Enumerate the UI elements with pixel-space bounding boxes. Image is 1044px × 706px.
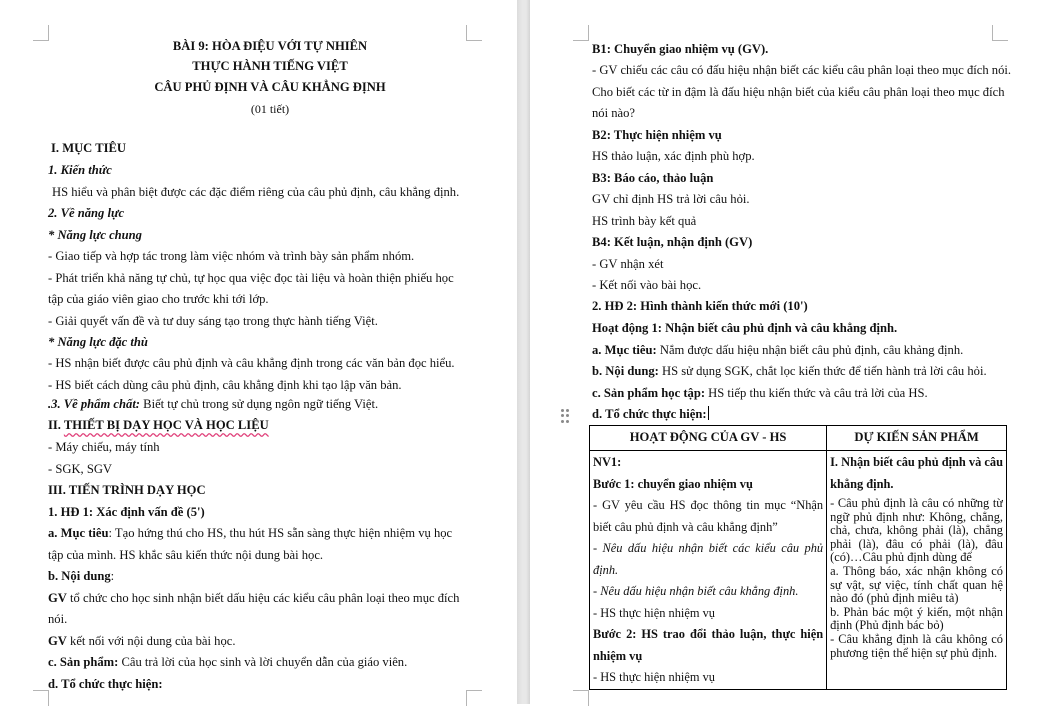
paragraph: nói nào? [592,106,636,120]
paragraph: - GV yêu cầu HS đọc thông tin mục “Nhận biết câu phủ định và câu khẳng định” [593,498,824,534]
page-gutter [517,0,530,704]
step-heading: B3: Báo cáo, thảo luận [592,171,714,185]
paragraph: - HS thực hiện nhiệm vụ [593,670,716,684]
table-cell-activities[interactable] [590,451,827,690]
lesson-topic: CÂU PHỦ ĐỊNH VÀ CÂU KHẲNG ĐỊNH [154,80,386,94]
label: c. Sản phẩm học tập: [592,386,706,400]
paragraph: GV chỉ định HS trả lời câu hỏi. [592,192,750,206]
label: GV [48,591,67,605]
text: HS tiếp thu kiến thức và câu trả lời của HS. [705,386,928,400]
lesson-duration: (01 tiết) [250,102,290,116]
label: c. Sản phẩm: [48,655,119,669]
section-number: II. [48,418,64,432]
paragraph: a. Thông báo, xác nhận không có sự vật, sự việc, tính chất quan hệ nào đó (phủ định miêu tả) [830,563,1003,606]
quality-label: .3. Về phẩm chất: [48,397,141,411]
subsection-heading: 1. Kiến thức [48,163,112,177]
question: - Nêu dấu hiệu nhận biết câu khẳng định. [593,584,799,598]
subsection-heading: 1. HĐ 1: Xác định vấn đề (5') [48,505,205,519]
label: b. Nội dung: [592,364,659,378]
lesson-subtitle: THỰC HÀNH TIẾNG VIỆT [192,59,348,73]
label: GV [48,634,67,648]
paragraph [48,396,378,412]
margin-corner-mark [992,25,1008,41]
list-item: - Giải quyết vấn đề và tư duy sáng tạo trong thực hành tiếng Việt. [48,314,378,328]
paragraph: HS hiểu và phân biệt được các đặc điểm riêng của câu phủ định, câu khẳng định. [52,185,460,199]
paragraph: tập của mình. HS khắc sâu kiến thức nội dung bài học. [48,548,324,562]
paragraph: HS trình bày kết quả [592,214,697,228]
list-item: - SGK, SGV [48,462,113,476]
table-header-row [590,426,1007,451]
document-page-left[interactable] [0,0,517,704]
table-cell-products[interactable] [827,451,1007,690]
paragraph: - Kết nối vào bài học. [592,278,702,292]
step-heading: B4: Kết luận, nhận định (GV) [592,235,753,249]
paragraph: d. Tổ chức thực hiện: [48,677,163,691]
text: HS sử dụng SGK, chắt lọc kiến thức để tiến hành trả lời câu hỏi. [658,364,987,378]
text: : Tạo hứng thú cho HS, thu hút HS sẵn sàng thực hiện nhiệm vụ học [108,526,453,540]
paragraph: Cho biết các từ in đậm là đấu hiệu nhận biết của kiểu câu phân loại theo mục đích [592,85,1005,99]
list-item: tập của giáo viên giao cho trước khi tới lớp. [48,292,269,306]
list-item: - HS biết cách dùng câu phủ định, câu khẳng định khi tạo lập văn bản. [48,378,402,392]
table-move-handle-icon[interactable] [561,409,569,423]
product-heading: I. Nhận biết câu phủ định và câu khẳng định. [830,455,1003,491]
paragraph [48,525,452,541]
question: - Nêu dấu hiệu nhận biết các kiểu câu phủ định. [593,541,824,577]
paragraph [48,590,459,606]
list-item: - HS nhận biết được câu phủ định và câu khẳng định trong các văn bản đọc hiểu. [48,356,455,370]
paragraph [592,342,963,358]
paragraph [592,363,987,379]
paragraph: HS thảo luận, xác định phù hợp. [592,149,755,163]
paragraph: nói. [48,612,68,626]
paragraph: - GV chiếu các câu có đấu hiệu nhận biết các kiểu câu phân loại theo mục đích nói. [592,63,1012,77]
task-label: NV1: [593,455,622,469]
paragraph [48,633,236,649]
paragraph[interactable] [592,406,709,422]
table-row [590,451,1007,690]
table-header-cell[interactable]: DỰ KIẾN SẢN PHẨM [827,426,1007,451]
table-header-cell[interactable]: HOẠT ĐỘNG CỦA GV - HS [590,426,827,451]
subsection-heading: Hoạt động 1: Nhận biết câu phủ định và câu khẳng định. [592,321,898,335]
paragraph: - HS thực hiện nhiệm vụ [593,605,716,620]
text: Nắm được dấu hiệu nhận biết câu phủ định, câu khảng định. [656,343,964,357]
label: a. Mục tiêu [48,526,109,540]
paragraph [48,568,114,584]
paragraph: b. Phản bác một ý kiến, một nhận định (Phủ định bác bỏ) [830,604,1003,633]
org-label: d. Tổ chức thực hiện: [592,407,707,421]
list-item: - Máy chiếu, máy tính [48,440,160,454]
lesson-title: BÀI 9: HÒA ĐIỆU VỚI TỰ NHIÊN [172,39,368,53]
spellcheck-flagged-text[interactable]: THIẾT BỊ DẠY HỌC VÀ HỌC LIỆU [63,418,269,432]
paragraph: - Câu khẳng định là câu không có phương tiện thể hiện sự phủ định. [830,631,1003,660]
subsection-heading: 2. HĐ 2: Hình thành kiến thức mới (10') [592,299,808,313]
quality-text: Biết tự chủ trong sử dụng ngôn ngữ tiếng Việt. [140,397,379,411]
text-cursor [708,406,710,420]
subsection-heading: 2. Về năng lực [48,206,125,220]
subsection-heading: * Năng lực đặc thù [48,335,148,349]
text: tổ chức cho học sinh nhận biết dấu hiệu các kiểu câu phân loại theo mục đích [66,591,460,605]
subsection-heading: * Năng lực chung [48,228,142,242]
step-heading: Bước 1: chuyển giao nhiệm vụ [593,476,753,491]
section-heading [48,417,269,433]
paragraph [48,654,407,670]
paragraph: - Câu phủ định là câu có những từ ngữ phủ định như: Không, chẳng, chả, chưa, không phải (là), chẳng phải (là), đâu có phải (là), đâu (có)…Câu phủ định dùng để [830,496,1003,565]
step-heading: Bước 2: HS trao đổi thảo luận, thực hiện nhiệm vụ [593,627,824,663]
paragraph: - GV nhận xét [592,257,664,271]
lesson-plan-table[interactable] [589,425,1007,690]
section-heading: III. TIẾN TRÌNH DẠY HỌC [48,483,206,497]
text: : [110,569,115,583]
label: b. Nội dung [48,569,111,583]
label: a. Mục tiêu: [592,343,657,357]
step-heading: B2: Thực hiện nhiệm vụ [592,128,722,142]
step-heading: B1: Chuyển giao nhiệm vụ (GV). [592,42,769,56]
section-heading: I. MỤC TIÊU [51,141,126,155]
margin-corner-mark [573,25,589,41]
text: Câu trả lời của học sinh và lời chuyển dẫn của giáo viên. [118,655,408,669]
paragraph [592,385,928,401]
list-item: - Phát triển khả năng tự chủ, tự học qua việc đọc tài liệu và hoàn thiện phiếu học [48,271,454,285]
text: kết nối với nội dung của bài học. [66,634,236,648]
list-item: - Giao tiếp và hợp tác trong làm việc nhóm và trình bày sản phẩm nhóm. [48,249,415,263]
